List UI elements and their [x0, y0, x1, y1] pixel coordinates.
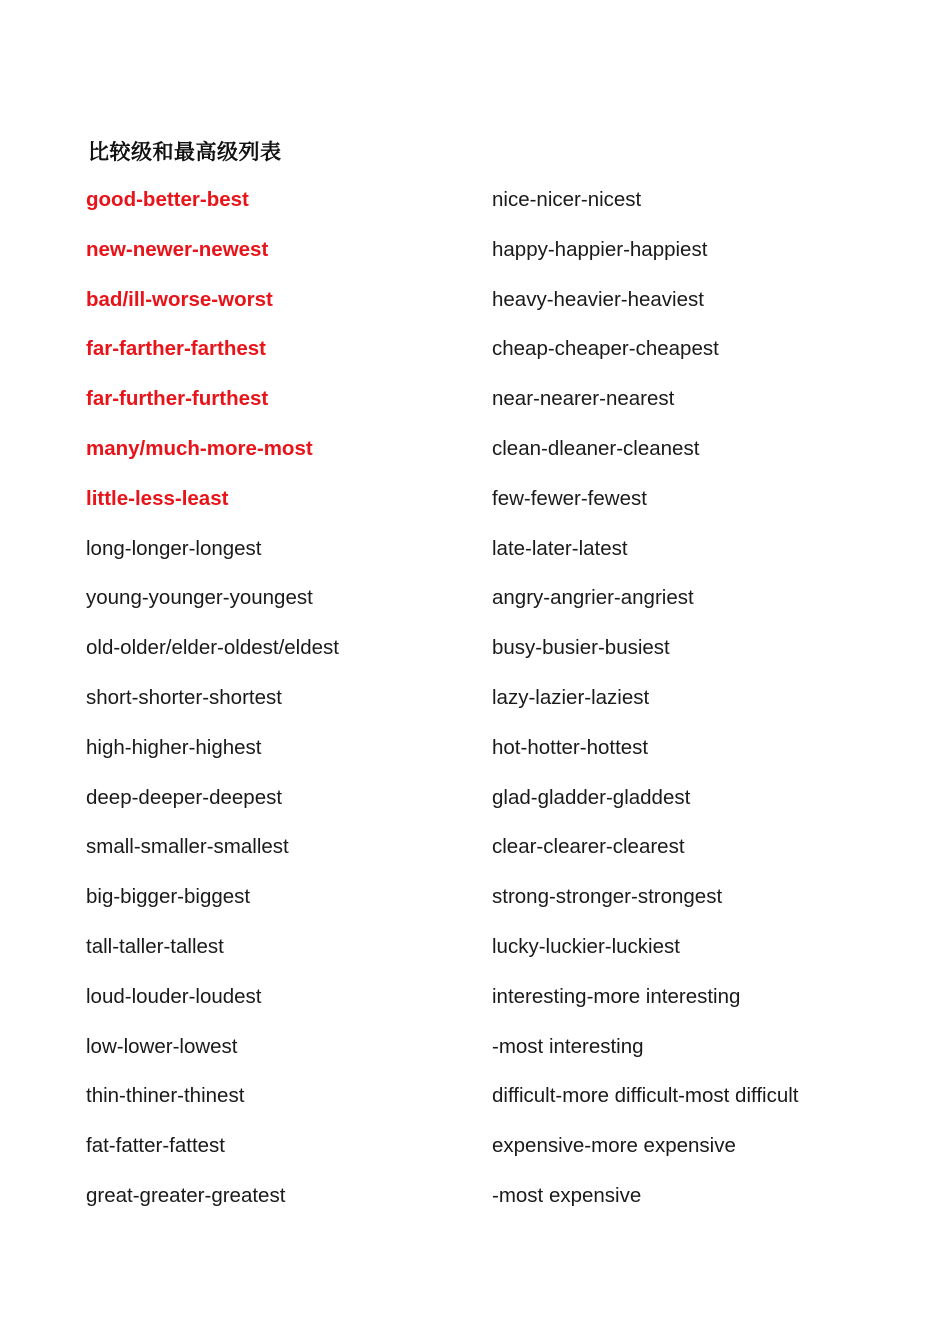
list-item: cheap-cheaper-cheapest	[492, 337, 719, 361]
list-item: interesting-more interesting	[492, 984, 741, 1008]
list-item: heavy-heavier-heaviest	[492, 287, 704, 311]
list-item: long-longer-longest	[86, 536, 262, 560]
list-item: short-shorter-shortest	[86, 685, 282, 709]
list-item: new-newer-newest	[86, 237, 269, 261]
list-item: late-later-latest	[492, 536, 628, 560]
right-word-list	[492, 186, 932, 1232]
list-item: good-better-best	[86, 188, 249, 211]
page-title: 比较级和最高级列表	[88, 140, 282, 164]
list-item: happy-happier-happiest	[492, 237, 708, 261]
list-item: lazy-lazier-laziest	[492, 685, 650, 709]
list-item: clear-clearer-clearest	[492, 835, 685, 859]
list-item: tall-taller-tallest	[86, 934, 224, 958]
list-item: busy-busier-busiest	[492, 636, 670, 660]
list-item: low-lower-lowest	[86, 1034, 238, 1058]
list-item: loud-louder-loudest	[86, 984, 262, 1008]
list-item: far-further-furthest	[86, 387, 269, 411]
list-item: old-older/elder-oldest/eldest	[86, 636, 339, 660]
list-item: strong-stronger-strongest	[492, 885, 723, 909]
list-item: young-younger-youngest	[86, 586, 313, 610]
list-item: glad-gladder-gladdest	[492, 785, 691, 809]
list-item: angry-angrier-angriest	[492, 586, 694, 610]
list-item: few-fewer-fewest	[492, 486, 647, 510]
left-word-list	[86, 186, 466, 1232]
list-item: hot-hotter-hottest	[492, 735, 649, 759]
list-item: small-smaller-smallest	[86, 835, 289, 859]
list-item: near-nearer-nearest	[492, 387, 675, 411]
list-item: lucky-luckier-luckiest	[492, 934, 680, 958]
list-item: clean-dleaner-cleanest	[492, 436, 700, 460]
list-item: -most interesting	[492, 1034, 644, 1058]
list-item: thin-thiner-thinest	[86, 1084, 245, 1108]
list-item: great-greater-greatest	[86, 1183, 286, 1207]
list-item: deep-deeper-deepest	[86, 785, 283, 809]
list-item: bad/ill-worse-worst	[86, 287, 273, 311]
list-item: difficult-more difficult-most difficult	[492, 1084, 799, 1108]
list-item: high-higher-highest	[86, 735, 262, 759]
list-item: expensive-more expensive	[492, 1134, 736, 1158]
list-item: -most expensive	[492, 1183, 642, 1207]
list-item: little-less-least	[86, 486, 229, 510]
list-item: nice-nicer-nicest	[492, 188, 642, 211]
list-item: many/much-more-most	[86, 436, 313, 460]
list-item: far-farther-farthest	[86, 337, 266, 361]
list-item: big-bigger-biggest	[86, 885, 251, 909]
list-item: fat-fatter-fattest	[86, 1134, 225, 1158]
